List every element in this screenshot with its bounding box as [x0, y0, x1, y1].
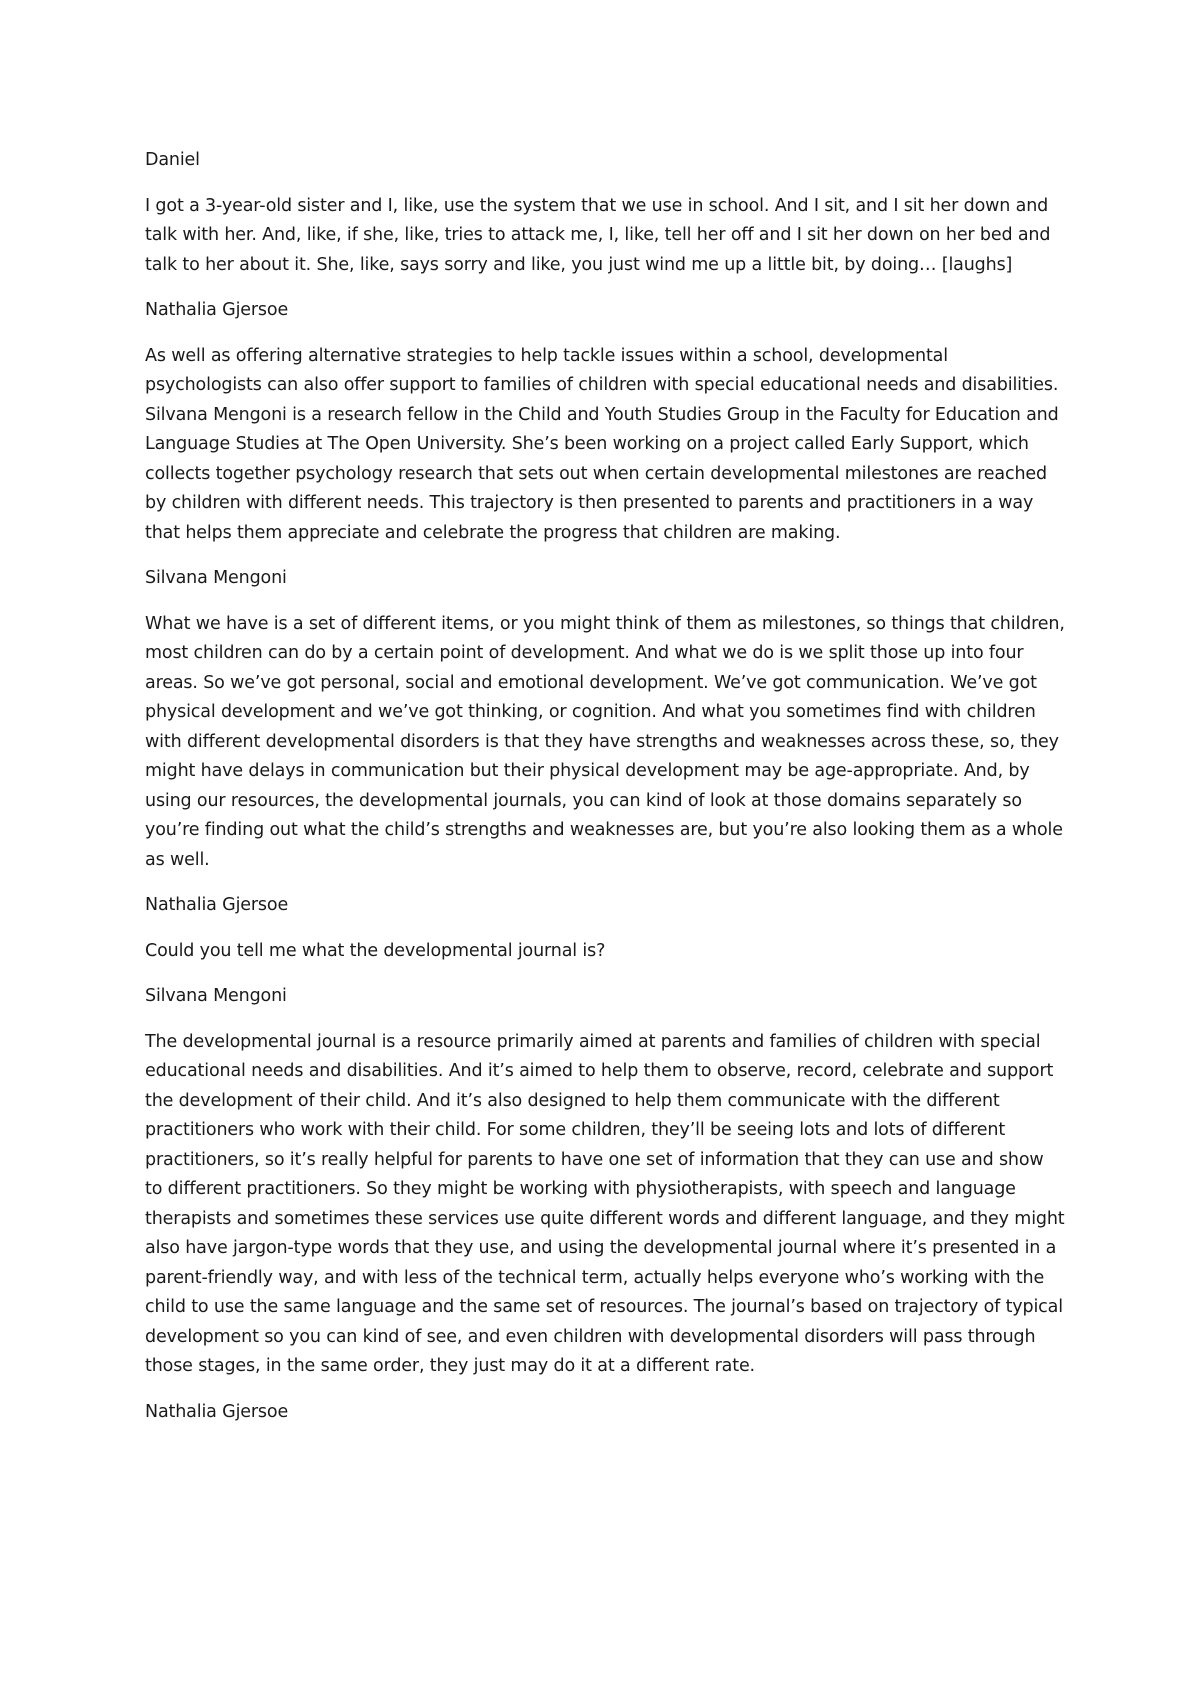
transcript-paragraph: As well as offering alternative strategies to help tackle issues within a school, developmental psychologists can also offer support to families of children with special educational needs and disabilities. Silvana Mengoni is a research fellow in the Child and Youth Studies Group in the Faculty for Education and Language Studies at The Open University. She’s been working on a project called Early Support, which collects together psychology research that sets out when certain developmental milestones are reached by children with different needs. This trajectory is then presented to parents and practitioners in a way that helps them appreciate and celebrate the progress that children are making.: [145, 345, 1059, 543]
speaker-name: Nathalia Gjersoe: [145, 895, 289, 915]
transcript-paragraph: What we have is a set of different items, or you might think of them as milestones, so things that children, most children can do by a certain point of development. And what we do is we split those up into four areas. So we’ve got personal, social and emotional development. We’ve got communication. We’ve got physical development and we’ve got thinking, or cognition. And what you sometimes find with children with different developmental disorders is that they have strengths and weaknesses across these, so, they might have delays in communication but their physical development may be age-appropriate. And, by using our resources, the developmental journals, you can kind of look at those domains separately so you’re finding out what the child’s strengths and weaknesses are, but you’re also looking them as a whole as well.: [145, 613, 1065, 870]
speaker-name: Silvana Mengoni: [145, 986, 287, 1006]
speaker-name: Nathalia Gjersoe: [145, 1401, 289, 1422]
transcript-paragraph: The developmental journal is a resource primarily aimed at parents and families of children with special educational needs and disabilities. And it’s aimed to help them to observe, record, celebrate and support the development of their child. And it’s also designed to help them communicate with the different practitioners who work with their child. For some children, they’ll be seeing lots and lots of different practitioners, so it’s really helpful for parents to have one set of information that they can use and show to different practitioners. So they might be working with physiotherapists, with speech and language therapists and sometimes these services use quite different words and different language, and they might also have jargon-type words that they use, and using the developmental journal where it’s presented in a parent-friendly way, and with less of the technical term, actually helps everyone who’s working with the child to use the same language and the same set of resources. The journal’s based on trajectory of typical development so you can kind of see, and even children with developmental disorders will pass through those stages, in the same order, they just may do it at a different rate.: [145, 1031, 1065, 1376]
transcript-body: [145, 146, 1065, 1443]
speaker-name: Daniel: [145, 150, 200, 170]
speaker-name: Silvana Mengoni: [145, 568, 287, 588]
transcript-paragraph: I got a 3-year-old sister and I, like, use the system that we use in school. And I sit, and I sit her down and talk with her. And, like, if she, like, tries to attack me, I, like, tell her off and I sit her down on her bed and talk to her about it. She, like, says sorry and like, you just wind me up a little bit, by doing… [laughs]: [145, 195, 1051, 275]
transcript-paragraph: Could you tell me what the developmental journal is?: [145, 940, 606, 961]
speaker-name: Nathalia Gjersoe: [145, 300, 289, 320]
